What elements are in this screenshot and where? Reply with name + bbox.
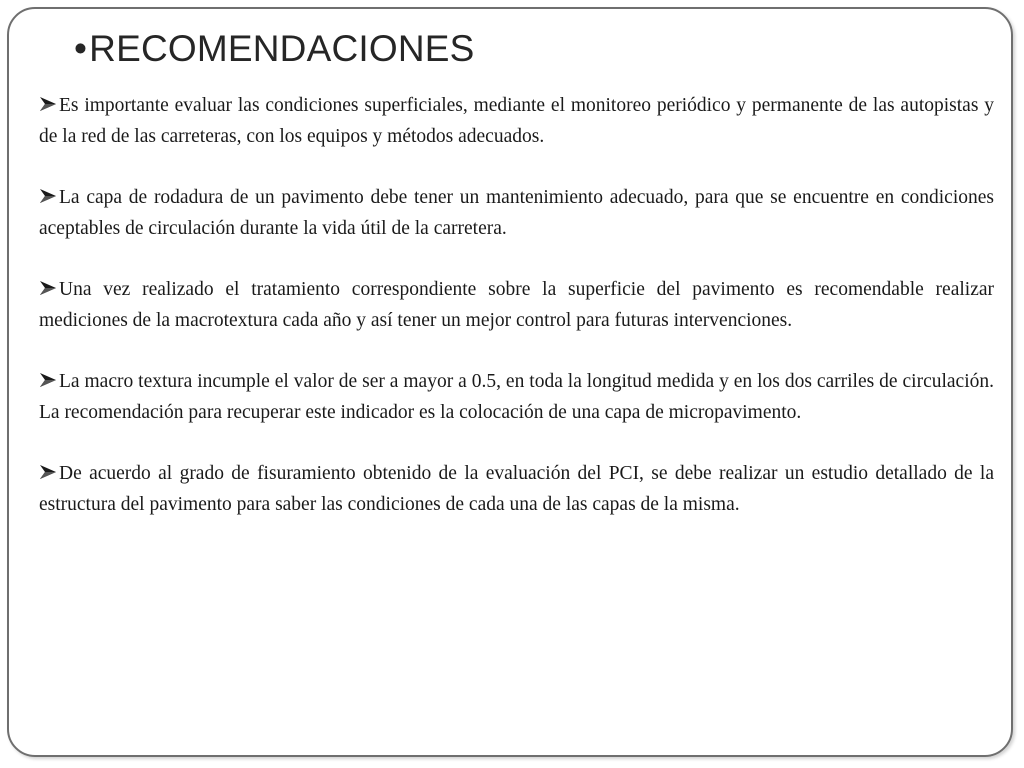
arrow-right-bullet-icon <box>39 372 57 388</box>
slide-title <box>74 28 475 70</box>
arrow-right-bullet-icon <box>39 96 57 112</box>
recommendation-item <box>39 90 994 152</box>
recommendation-item <box>39 274 994 336</box>
title-text: RECOMENDACIONES <box>89 28 475 69</box>
recommendation-text: De acuerdo al grado de fisuramiento obtenido de la evaluación del PCI, se debe realizar un estudio detallado de la estructura del pavimento para saber las condiciones de cada una de las capas de la misma. <box>39 463 994 515</box>
arrow-right-bullet-icon <box>39 464 57 480</box>
recommendation-item <box>39 182 994 244</box>
arrow-right-bullet-icon <box>39 188 57 204</box>
arrow-right-bullet-icon <box>39 280 57 296</box>
recommendation-text: La macro textura incumple el valor de ser a mayor a 0.5, en toda la longitud medida y en los dos carriles de circulación. La recomendación para recuperar este indicador es la colocación de una capa de micropavimento. <box>39 371 994 423</box>
recommendation-item <box>39 458 994 520</box>
title-bullet: • <box>74 28 88 69</box>
recommendation-text: Es importante evaluar las condiciones superficiales, mediante el monitoreo periódico y permanente de las autopistas y de la red de las carreteras, con los equipos y métodos adecuados. <box>39 95 994 147</box>
recommendation-text: Una vez realizado el tratamiento correspondiente sobre la superficie del pavimento es recomendable realizar mediciones de la macrotextura cada año y así tener un mejor control para futuras intervenciones. <box>39 279 994 331</box>
recommendation-item <box>39 366 994 428</box>
recommendations-body <box>39 90 994 550</box>
recommendation-text: La capa de rodadura de un pavimento debe tener un mantenimiento adecuado, para que se encuentre en condiciones aceptables de circulación durante la vida útil de la carretera. <box>39 187 994 239</box>
